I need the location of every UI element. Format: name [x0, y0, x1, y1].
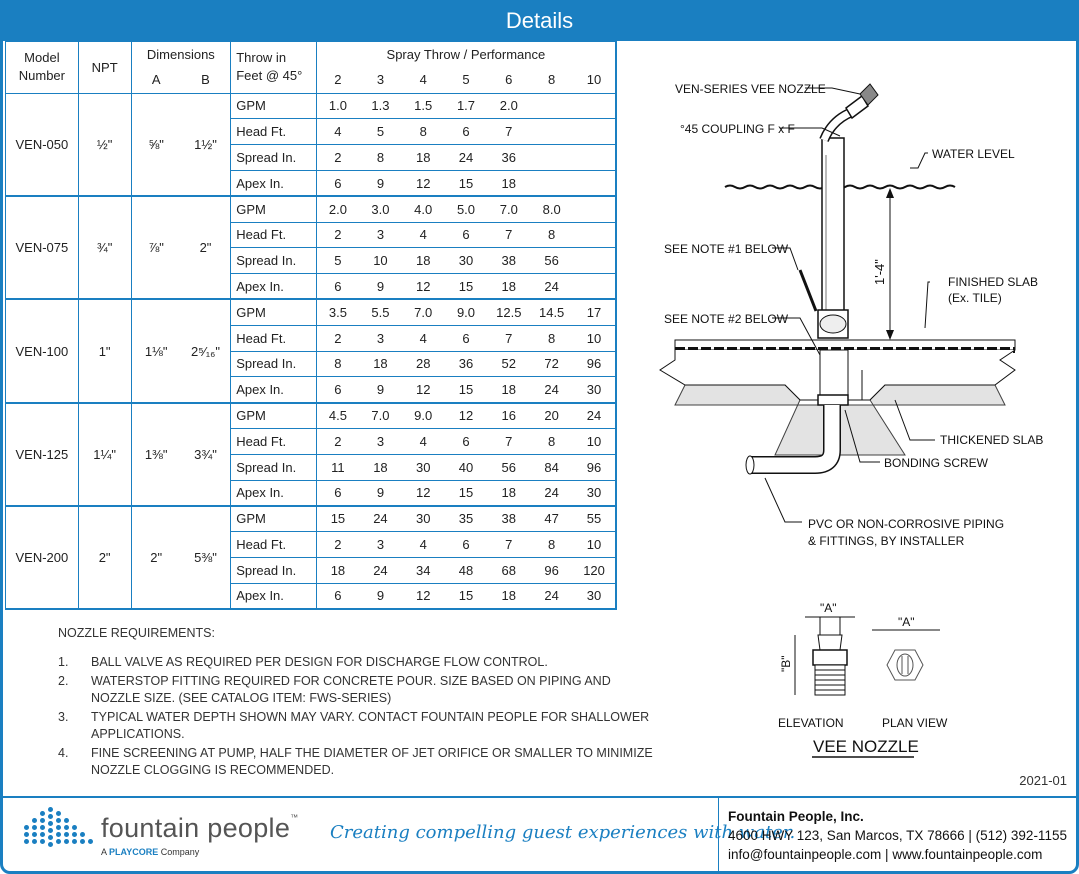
nozzle-elevation-detail	[779, 601, 855, 695]
footer-divider	[0, 796, 1079, 798]
metric-value: 1.3	[359, 93, 402, 119]
metric-label: Spread In.	[231, 454, 317, 480]
col-dim-b: B	[181, 67, 231, 93]
metric-value: 15	[445, 274, 488, 300]
label-plan-view: PLAN VIEW	[882, 716, 948, 730]
metric-value: 10	[359, 248, 402, 274]
dim-a-cell: ⅝"	[131, 93, 181, 196]
nozzle-plan-detail	[872, 615, 940, 680]
label-finished-slab-sub: (Ex. TILE)	[948, 291, 1002, 305]
throw-col: 4	[419, 72, 427, 88]
metric-label: Apex In.	[231, 274, 317, 300]
installation-drawing	[640, 60, 1070, 770]
metric-value: 2	[316, 145, 359, 171]
metric-label: Head Ft.	[231, 428, 317, 454]
metric-value: 8	[530, 222, 573, 248]
metric-value: 68	[487, 557, 530, 583]
label-finished-slab: FINISHED SLAB	[948, 275, 1039, 289]
metric-value	[530, 93, 573, 119]
metric-label: Spread In.	[231, 145, 317, 171]
metric-value: 4	[402, 325, 445, 351]
metric-value: 8	[530, 428, 573, 454]
note-item: 1. BALL VALVE AS REQUIRED PER DESIGN FOR DISCHARGE FLOW CONTROL.	[58, 655, 548, 669]
metric-value	[573, 145, 616, 171]
dim-b-cell: 2"	[181, 196, 231, 299]
metric-value: 4.5	[316, 403, 359, 429]
metric-value: 6	[316, 274, 359, 300]
metric-value: 18	[402, 145, 445, 171]
metric-value: 8	[530, 325, 573, 351]
metric-label: Apex In.	[231, 377, 317, 403]
metric-value: 7.0	[487, 196, 530, 222]
label-water-level: WATER LEVEL	[932, 147, 1015, 161]
metric-value: 15	[445, 170, 488, 196]
npt-cell: 1¼"	[78, 403, 131, 506]
model-cell: VEN-100	[6, 299, 79, 402]
metric-value: 7	[487, 119, 530, 145]
metric-value: 6	[445, 532, 488, 558]
metric-value: 3	[359, 428, 402, 454]
metric-value: 18	[487, 480, 530, 506]
metric-value: 2	[316, 222, 359, 248]
metric-value: 12	[402, 170, 445, 196]
metric-value: 7	[487, 532, 530, 558]
web-contact: info@fountainpeople.com | www.fountainpeople.com	[728, 847, 1043, 862]
dim-a-label-plan: "A"	[898, 615, 915, 629]
metric-value: 7.0	[359, 403, 402, 429]
metric-value	[530, 170, 573, 196]
metric-value: 7	[487, 222, 530, 248]
metric-value: 3	[359, 325, 402, 351]
metric-label: GPM	[231, 403, 317, 429]
throw-col: 3	[376, 72, 385, 88]
metric-value: 9	[359, 170, 402, 196]
metric-value: 9	[359, 583, 402, 609]
metric-value	[573, 196, 616, 222]
metric-value: 10	[573, 325, 616, 351]
col-dim-a: A	[131, 67, 181, 93]
throw-col: 8	[548, 72, 556, 88]
metric-value: 24	[445, 145, 488, 171]
metric-value: 30	[573, 377, 616, 403]
metric-value: 12	[402, 377, 445, 403]
metric-value: 24	[359, 506, 402, 532]
dim-b-cell: 2⁵⁄₁₆"	[181, 299, 231, 402]
metric-label: GPM	[231, 93, 317, 119]
metric-value: 30	[445, 248, 488, 274]
metric-value: 2.0	[316, 196, 359, 222]
metric-value: 72	[530, 351, 573, 377]
dim-a-cell: 2"	[131, 506, 181, 609]
metric-value: 30	[402, 506, 445, 532]
metric-value: 6	[316, 170, 359, 196]
metric-value: 24	[530, 583, 573, 609]
metric-value: 38	[487, 248, 530, 274]
metric-value: 35	[445, 506, 488, 532]
dim-b-label: "B"	[779, 655, 793, 672]
metric-value: 2	[316, 428, 359, 454]
metric-value: 17	[573, 299, 616, 325]
npt-cell: 2"	[78, 506, 131, 609]
metric-label: Head Ft.	[231, 119, 317, 145]
metric-value: 96	[573, 454, 616, 480]
label-pvc-2: & FITTINGS, BY INSTALLER	[808, 534, 965, 548]
metric-value	[573, 170, 616, 196]
dim-b-cell: 1½"	[181, 93, 231, 196]
tagline: Creating compelling guest experiences with water.	[330, 822, 796, 843]
dim-a-cell: 1⅜"	[131, 403, 181, 506]
metric-value: 4	[402, 532, 445, 558]
throw-col: 5	[462, 72, 470, 88]
metric-value: 9.0	[402, 403, 445, 429]
metric-value: 30	[573, 583, 616, 609]
metric-value: 12	[402, 480, 445, 506]
col-throw-header: Throw in Feet @ 45°	[231, 42, 317, 94]
table-row	[6, 93, 617, 119]
label-thickened-slab: THICKENED SLAB	[940, 433, 1044, 447]
metric-label: Apex In.	[231, 170, 317, 196]
metric-value: 15	[316, 506, 359, 532]
nozzle-requirements	[58, 626, 658, 781]
metric-label: GPM	[231, 196, 317, 222]
dim-b-cell: 3¾"	[181, 403, 231, 506]
metric-value: 15	[445, 480, 488, 506]
metric-value: 40	[445, 454, 488, 480]
metric-value: 14.5	[530, 299, 573, 325]
metric-value: 6	[445, 222, 488, 248]
metric-value: 28	[402, 351, 445, 377]
label-elevation: ELEVATION	[778, 716, 844, 730]
metric-value: 52	[487, 351, 530, 377]
metric-value: 47	[530, 506, 573, 532]
metric-value: 55	[573, 506, 616, 532]
metric-value: 36	[445, 351, 488, 377]
npt-cell: 1"	[78, 299, 131, 402]
metric-value: 3.5	[316, 299, 359, 325]
metric-value: 2.0	[487, 93, 530, 119]
metric-label: Spread In.	[231, 248, 317, 274]
performance-table	[5, 41, 617, 610]
metric-value: 18	[487, 274, 530, 300]
metric-value: 16	[487, 403, 530, 429]
metric-value: 30	[573, 480, 616, 506]
metric-value: 10	[573, 532, 616, 558]
playcore-mark: A PLAYCORE Company	[101, 847, 200, 857]
metric-value: 5	[316, 248, 359, 274]
metric-value	[530, 145, 573, 171]
metric-value: 8.0	[530, 196, 573, 222]
metric-value: 4.0	[402, 196, 445, 222]
metric-value: 48	[445, 557, 488, 583]
col-model-header: Model Number	[6, 42, 79, 94]
metric-value: 8	[402, 119, 445, 145]
metric-value: 9	[359, 274, 402, 300]
metric-value: 7	[487, 325, 530, 351]
metric-value: 24	[530, 274, 573, 300]
model-cell: VEN-075	[6, 196, 79, 299]
page-title: Details	[0, 0, 1079, 41]
metric-value: 7.0	[402, 299, 445, 325]
metric-value: 5.0	[445, 196, 488, 222]
metric-value: 20	[530, 403, 573, 429]
metric-value: 4	[402, 222, 445, 248]
metric-value: 8	[316, 351, 359, 377]
metric-label: Apex In.	[231, 583, 317, 609]
metric-value: 10	[573, 428, 616, 454]
metric-value: 24	[530, 480, 573, 506]
metric-value: 9	[359, 377, 402, 403]
metric-value: 84	[530, 454, 573, 480]
metric-value: 2	[316, 532, 359, 558]
metric-value: 18	[487, 583, 530, 609]
col-spray-header: Spray Throw / Performance	[316, 42, 616, 68]
metric-value: 8	[359, 145, 402, 171]
metric-value	[573, 248, 616, 274]
metric-value	[573, 93, 616, 119]
label-note2: SEE NOTE #2 BELOW	[664, 312, 789, 326]
address: 4600 HWY 123, San Marcos, TX 78666 | (512) 392-1155	[728, 828, 1067, 843]
metric-value: 6	[316, 480, 359, 506]
model-cell: VEN-050	[6, 93, 79, 196]
metric-value: 18	[359, 351, 402, 377]
metric-value: 7	[487, 428, 530, 454]
metric-label: Head Ft.	[231, 222, 317, 248]
dim-a-label: "A"	[820, 601, 837, 615]
metric-label: Spread In.	[231, 557, 317, 583]
metric-value: 18	[402, 248, 445, 274]
contact-block	[728, 807, 1067, 864]
label-bonding-screw: BONDING SCREW	[884, 456, 989, 470]
metric-value: 12.5	[487, 299, 530, 325]
metric-value: 1.0	[316, 93, 359, 119]
metric-label: GPM	[231, 506, 317, 532]
metric-value: 3	[359, 222, 402, 248]
throw-col: 2	[316, 67, 359, 93]
metric-value: 36	[487, 145, 530, 171]
metric-value: 6	[445, 428, 488, 454]
revision-date: 2021-01	[1019, 773, 1067, 788]
metric-value: 12	[445, 403, 488, 429]
metric-label: GPM	[231, 299, 317, 325]
metric-value: 3	[359, 532, 402, 558]
model-cell: VEN-125	[6, 403, 79, 506]
metric-value: 6	[316, 583, 359, 609]
metric-value: 6	[445, 119, 488, 145]
table-row	[6, 299, 617, 325]
throw-col: 6	[505, 72, 513, 88]
label-vee-nozzle: VEN-SERIES VEE NOZZLE	[675, 82, 826, 96]
metric-value: 9	[359, 480, 402, 506]
metric-value: 34	[402, 557, 445, 583]
metric-label: Spread In.	[231, 351, 317, 377]
dim-a-cell: 1⅛"	[131, 299, 181, 402]
label-pvc-1: PVC OR NON-CORROSIVE PIPING	[808, 517, 1005, 531]
metric-value: 5.5	[359, 299, 402, 325]
metric-value: 11	[316, 454, 359, 480]
metric-label: Apex In.	[231, 480, 317, 506]
metric-value	[573, 222, 616, 248]
metric-value: 15	[445, 377, 488, 403]
npt-cell: ½"	[78, 93, 131, 196]
dim-b-cell: 5⅜"	[181, 506, 231, 609]
metric-value: 30	[402, 454, 445, 480]
company-name: Fountain People, Inc.	[728, 809, 864, 824]
metric-value: 1.5	[402, 93, 445, 119]
metric-value: 24	[359, 557, 402, 583]
brand-name: fountain people™	[101, 813, 299, 843]
metric-value: 5	[359, 119, 402, 145]
fountain-logo-icon	[24, 807, 94, 847]
metric-value	[530, 119, 573, 145]
metric-value: 8	[530, 532, 573, 558]
npt-cell: ¾"	[78, 196, 131, 299]
dim-a-cell: ⅞"	[131, 196, 181, 299]
label-note1: SEE NOTE #1 BELOW	[664, 242, 789, 256]
metric-label: Head Ft.	[231, 325, 317, 351]
throw-col: 10	[573, 67, 616, 93]
col-dimensions-header: Dimensions	[131, 42, 231, 68]
metric-value: 24	[573, 403, 616, 429]
metric-value: 96	[530, 557, 573, 583]
metric-label: Head Ft.	[231, 532, 317, 558]
metric-value: 4	[402, 428, 445, 454]
note-item: 3. TYPICAL WATER DEPTH SHOWN MAY VARY. CONTACT FOUNTAIN PEOPLE FOR SHALLOWER APPLICATIONS.	[58, 710, 650, 741]
metric-value: 24	[530, 377, 573, 403]
vee-nozzle-title: VEE NOZZLE	[813, 737, 919, 756]
metric-value	[573, 119, 616, 145]
metric-value: 15	[445, 583, 488, 609]
metric-value: 1.7	[445, 93, 488, 119]
metric-value: 18	[316, 557, 359, 583]
metric-value: 18	[487, 170, 530, 196]
metric-value: 12	[402, 274, 445, 300]
metric-value: 3.0	[359, 196, 402, 222]
metric-value: 120	[573, 557, 616, 583]
notes-title: NOZZLE REQUIREMENTS:	[58, 626, 215, 640]
metric-value: 4	[316, 119, 359, 145]
metric-value: 56	[530, 248, 573, 274]
metric-value: 9.0	[445, 299, 488, 325]
model-cell: VEN-200	[6, 506, 79, 609]
table-row	[6, 196, 617, 222]
metric-value: 18	[487, 377, 530, 403]
metric-value: 38	[487, 506, 530, 532]
metric-value	[573, 274, 616, 300]
depth-dimension: 1'-4"	[872, 259, 887, 285]
note-item: 4. FINE SCREENING AT PUMP, HALF THE DIAMETER OF JET ORIFICE OR SMALLER TO MINIMIZE NOZZLE CLOGGING IS RECOMMENDED.	[58, 746, 653, 777]
table-row	[6, 403, 617, 429]
note-item: 2. WATERSTOP FITTING REQUIRED FOR CONCRETE POUR. SIZE BASED ON PIPING AND NOZZLE SIZE. (SEE CATALOG ITEM: FWS-SERIES)	[58, 674, 611, 705]
metric-value: 6	[316, 377, 359, 403]
col-npt-header: NPT	[78, 42, 131, 94]
label-coupling: °45 COUPLING F x F	[680, 122, 795, 136]
metric-value: 56	[487, 454, 530, 480]
metric-value: 96	[573, 351, 616, 377]
metric-value: 12	[402, 583, 445, 609]
metric-value: 18	[359, 454, 402, 480]
table-row	[6, 506, 617, 532]
metric-value: 6	[445, 325, 488, 351]
metric-value: 2	[316, 325, 359, 351]
